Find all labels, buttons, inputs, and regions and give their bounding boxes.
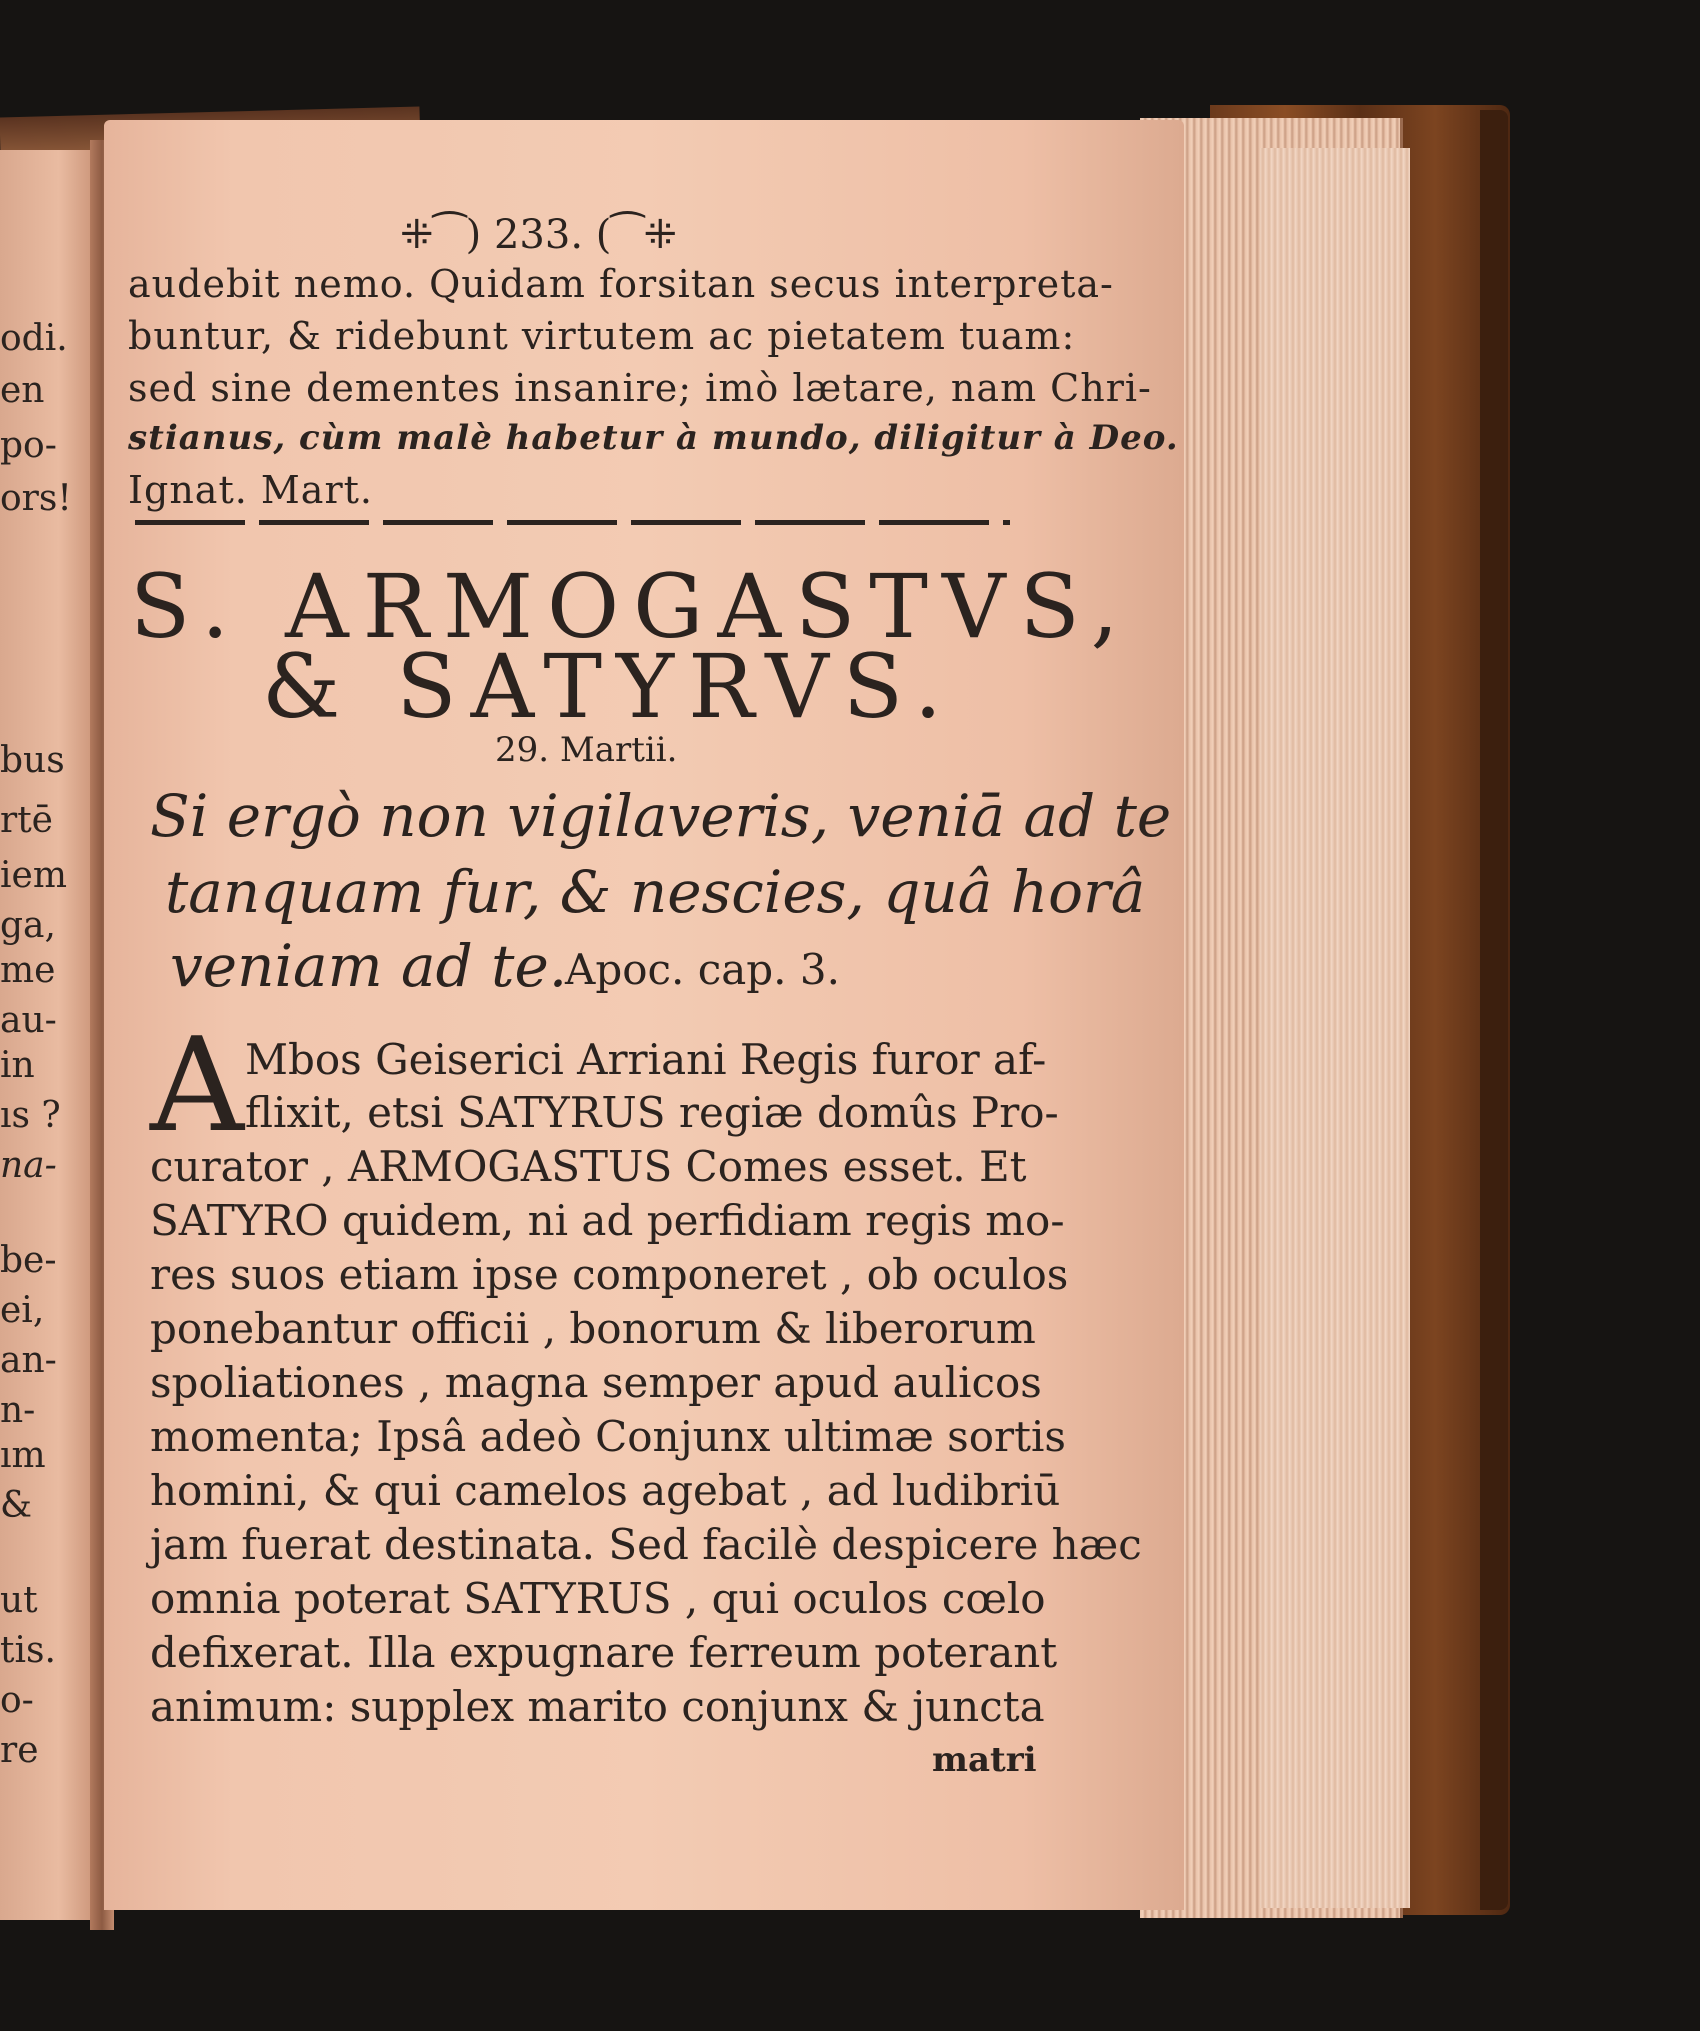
- body-line: Mbos Geiserici Arriani Regis furor af-: [245, 1035, 1047, 1084]
- body-line: jam fuerat destinata. Sed facilè despicere hæc: [150, 1520, 1142, 1569]
- left-fragment: re: [0, 1730, 39, 1771]
- ornament-left: ⁜⁀): [400, 212, 494, 258]
- verse-reference: Apoc. cap. 3.: [565, 945, 840, 994]
- body-line: defixerat. Illa expugnare ferreum poterant: [150, 1628, 1058, 1677]
- body-line: omnia poterat SATYRUS , qui oculos cœlo: [150, 1574, 1046, 1623]
- left-fragment: in: [0, 1045, 35, 1086]
- catchword: matri: [932, 1740, 1037, 1780]
- left-fragment: an-: [0, 1340, 57, 1381]
- left-fragment: ei,: [0, 1290, 45, 1331]
- body-line: momenta; Ipsâ adeò Conjunx ultimæ sortis: [150, 1412, 1066, 1461]
- body-line: curator , ARMOGASTUS Comes esset. Et: [150, 1142, 1027, 1191]
- left-fragment: iem: [0, 855, 67, 896]
- left-fragment: bus: [0, 740, 65, 781]
- verse-line: Si ergò non vigilaveris, veniā ad te: [150, 782, 1172, 850]
- left-fragment: be-: [0, 1240, 57, 1281]
- left-fragment: ut: [0, 1580, 38, 1621]
- paragraph-line: buntur, & ridebunt virtutem ac pietatem tuam:: [128, 314, 1076, 358]
- drop-cap: A: [150, 1009, 244, 1161]
- left-fragment: o-: [0, 1680, 34, 1721]
- cover-edge: [1480, 110, 1508, 1910]
- page-number: 233.: [493, 212, 584, 258]
- left-fragment: me: [0, 950, 56, 991]
- left-fragment: odi.: [0, 318, 68, 359]
- verse-line: tanquam fur, & nescies, quâ horâ: [165, 858, 1146, 926]
- running-head: [400, 212, 677, 258]
- heading-line2: & SATYRVS.: [262, 635, 956, 738]
- left-fragment: au-: [0, 1000, 57, 1041]
- body-line: res suos etiam ipse componeret , ob oculos: [150, 1250, 1069, 1299]
- left-fragment: tis.: [0, 1630, 56, 1671]
- body-line: animum: supplex marito conjunx & juncta: [150, 1682, 1045, 1731]
- attribution: Ignat. Mart.: [128, 468, 373, 512]
- feast-date: 29. Martii.: [495, 730, 678, 770]
- left-fragment: ors!: [0, 478, 72, 519]
- page-block-edges-inner: [1260, 148, 1410, 1908]
- verse-line: veniam ad te.: [170, 932, 568, 1000]
- left-fragment: ıs ?: [0, 1095, 61, 1136]
- body-line: flixit, etsi SATYRUS regiæ domûs Pro-: [245, 1088, 1059, 1137]
- body-line: SATYRO quidem, ni ad perfidiam regis mo-: [150, 1196, 1065, 1245]
- body-line: ponebantur officii , bonorum & liberorum: [150, 1304, 1036, 1353]
- paragraph-line: audebit nemo. Quidam forsitan secus interpreta-: [128, 262, 1114, 306]
- divider-rule: [135, 520, 1010, 525]
- heading-line1: S. ARMOGASTVS,: [130, 555, 1133, 658]
- left-fragment: rtē: [0, 800, 53, 841]
- paragraph-line: stianus, cùm malè habetur à mundo, diligitur à Deo.: [128, 418, 1179, 458]
- body-line: homini, & qui camelos agebat , ad ludibriū: [150, 1466, 1061, 1515]
- paragraph-line: sed sine dementes insanire; imò lætare, nam Chri-: [128, 366, 1152, 410]
- body-line: spoliationes , magna semper apud aulicos: [150, 1358, 1042, 1407]
- ornament-right: (⁀⁜: [583, 212, 678, 258]
- left-fragment: en: [0, 370, 45, 411]
- left-fragment: po-: [0, 425, 57, 466]
- left-fragment: ga,: [0, 905, 56, 946]
- left-fragment: n-: [0, 1390, 36, 1431]
- left-fragment: &: [0, 1485, 33, 1526]
- left-fragment: na-: [0, 1145, 57, 1186]
- left-fragment: ım: [0, 1435, 46, 1476]
